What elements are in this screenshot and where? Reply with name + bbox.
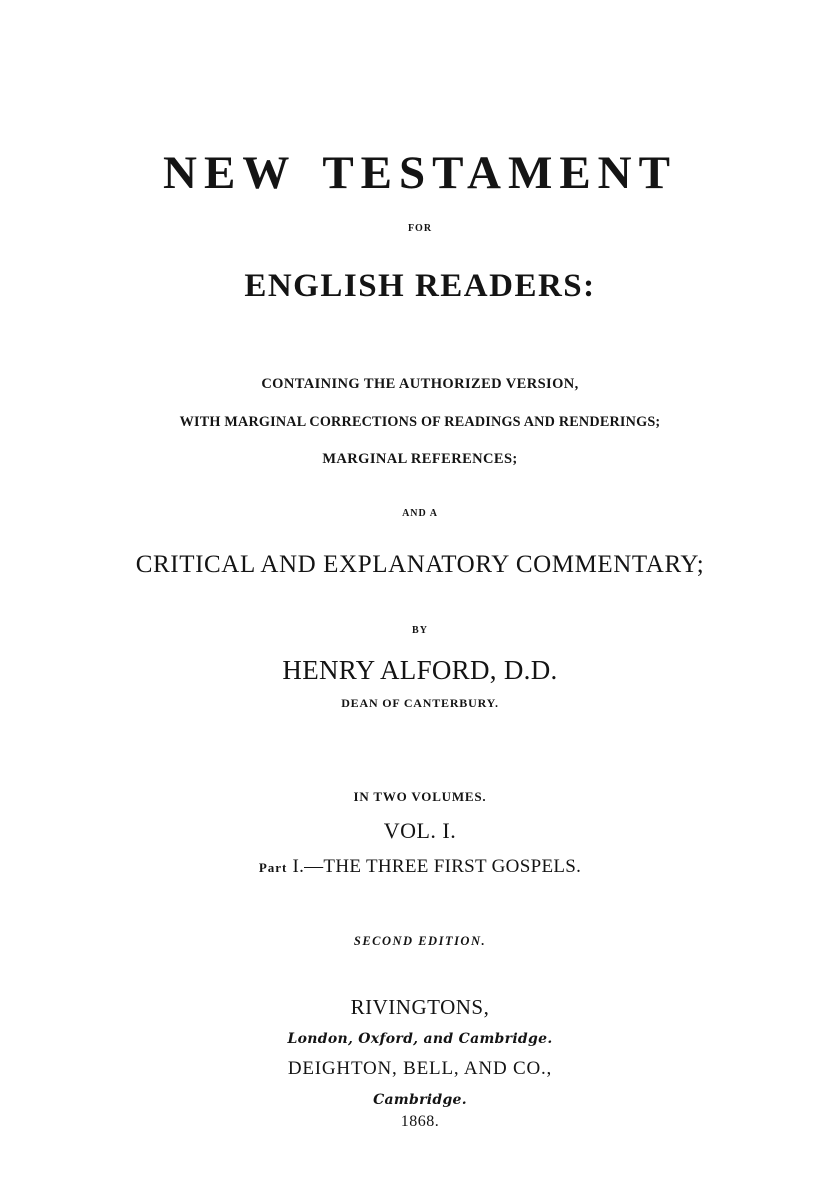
containing-line: CONTAINING THE AUTHORIZED VERSION, (261, 376, 579, 392)
commentary-line: CRITICAL AND EXPLANATORY COMMENTARY; (135, 551, 705, 578)
author-name: HENRY ALFORD, D.D. (282, 655, 558, 685)
publisher-places-2: Cambridge. (373, 1092, 467, 1108)
publisher-rivingtons: RIVINGTONS, (350, 995, 490, 1019)
book-subtitle: ENGLISH READERS: (244, 268, 596, 304)
publisher-places-1: London, Oxford, and Cambridge. (287, 1031, 553, 1047)
title-for: FOR (407, 223, 433, 234)
author-position: DEAN OF CANTERBURY. (341, 696, 499, 710)
by-line: BY (412, 625, 428, 636)
volume-number: VOL. I. (383, 818, 457, 843)
corrections-line: WITH MARGINAL CORRECTIONS OF READINGS AND RENDERINGS; (179, 414, 661, 430)
part-label: Part (258, 860, 288, 875)
part-title: I.—THE THREE FIRST GOSPELS. (292, 856, 582, 877)
title-word-new: NEW (163, 147, 297, 199)
and-a-line: AND A (402, 508, 438, 519)
references-line: MARGINAL REFERENCES; (322, 451, 518, 467)
part-line (0, 857, 840, 876)
volume-count: IN TWO VOLUMES. (353, 789, 487, 804)
title-word-testament: TESTAMENT (322, 147, 677, 199)
edition-line: SECOND EDITION. (353, 934, 487, 948)
publication-year: 1868. (400, 1113, 440, 1130)
publisher-deighton: DEIGHTON, BELL, AND CO., (287, 1058, 553, 1079)
book-title (0, 147, 840, 199)
